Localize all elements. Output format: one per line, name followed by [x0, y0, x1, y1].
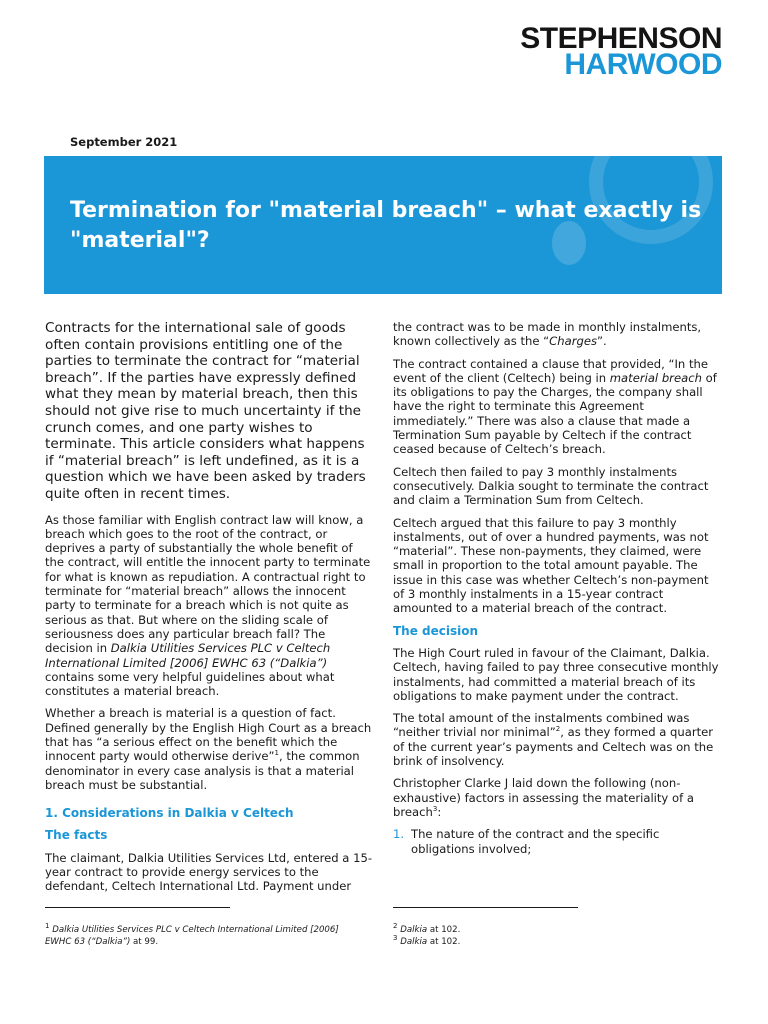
footnote-ref-2[interactable]: 2	[555, 725, 561, 734]
paragraph-charges: the contract was to be made in monthly instalments, known collectively as the “Charges”.	[393, 320, 702, 349]
footnote-3: $^3$ Dalkia at 102.	[393, 934, 461, 947]
list-number: 1.	[393, 827, 405, 842]
lead-paragraph: Contracts for the international sale of goods often contain provisions entitling one of the parties to terminate the contract for “material breach”. If the parties have expressly defined what they mean by material breach, then this should not give rise to much uncertainty if the crunch comes, and one party wishes to terminate. This article considers what happens if “material breach” is left undefined, as it is a question which we have been asked by traders quite often in recent times.	[45, 320, 366, 502]
paragraph-clause: The contract contained a clause that provided, “In the event of the client (Celtech) being in material breach of its obligations to pay the Charges, the company shall have the right to terminate this Agreement immediately.” There was also a clause that made a Termination Sum payable by Celtech if the contract ceased because of Celtech’s breach.	[393, 356, 717, 457]
footnote-2: $^2$ Dalkia at 102.	[393, 922, 461, 935]
paragraph-argument: Celtech argued that this failure to pay 3 monthly instalments, out of over a hundred payments, was not “material”. These non-payments, they claimed, were small in proportion to the total amount payable. The issue in this case was whether Celtech’s non-payment of 3 monthly instalments in a 15-year contract amounted to a material breach of the contract.	[393, 515, 709, 616]
paragraph-instalments: The total amount of the instalments combined was “neither trivial nor minimal”$^2$, as they formed a quarter of the current year’s payments and Celtech was on the brink of insolvency.	[393, 711, 714, 769]
subheading-facts: The facts	[45, 828, 108, 843]
footnote-divider-right	[393, 907, 578, 908]
article-title: Termination for "material breach" – what exactly is "material"?	[70, 198, 702, 253]
paragraph-factors: Christopher Clarke J laid down the following (non-exhaustive) factors in assessing the materiality of a breach$^3$:	[393, 776, 694, 819]
logo-line-2: HARWOOD	[564, 48, 722, 81]
paragraph-repudiation: As those familiar with English contract law will know, a breach which goes to the root of the contract, or deprives a party of substantially the whole benefit of the contract, will entitle the innocent party to terminate for what is known as repudiation. A contractual right to terminate for “material breach” allows the innocent party to terminate for a breach which is not quite as serious as that. But where on the sliding scale of seriousness does any particular breach fall? The decision in Dalkia Utilities Services PLC v Celtech International Limited [2006] EWHC 63 (“Dalkia”) contains some very helpful guidelines about what constitutes a material breach.	[45, 512, 371, 699]
footnote-ref-3[interactable]: 3	[432, 805, 438, 814]
right-column	[393, 320, 723, 856]
footnote-divider-left	[45, 907, 230, 908]
case-citation: Dalkia Utilities Services PLC v Celtech International Limited [2006] EWHC 63 (“Dalkia”)	[45, 641, 331, 670]
paragraph-material-fact: Whether a breach is material is a question of fact. Defined generally by the English High Court as a breach that has “a serious effect on the benefit which the innocent party would otherwise derive”$^1$, the common denominator in every case analysis is that a material breach must be substantial.	[45, 706, 372, 792]
title-banner	[44, 156, 722, 294]
footnote-1: $^1$ Dalkia Utilities Services PLC v Celtech International Limited [2006] EWHC 63 (“Dalkia”) at 99.	[45, 922, 339, 947]
footnote-ref-1[interactable]: 1	[274, 749, 280, 758]
subheading-decision: The decision	[393, 623, 479, 638]
list-item-text: The nature of the contract and the specific obligations involved;	[411, 827, 660, 856]
list-item	[393, 827, 723, 856]
left-column	[45, 320, 373, 902]
publication-date: September 2021	[70, 135, 178, 149]
paragraph-failure: Celtech then failed to pay 3 monthly instalments consecutively. Dalkia sought to terminate the contract and claim a Termination Sum from Celtech.	[393, 464, 709, 508]
paragraph-facts: The claimant, Dalkia Utilities Services Ltd, entered a 15-year contract to provide energy services to the defendant, Celtech International Ltd. Payment under	[45, 850, 373, 894]
logo-line-1: STEPHENSON	[520, 22, 722, 55]
stephenson-harwood-logo	[520, 22, 722, 81]
paragraph-ruling: The High Court ruled in favour of the Claimant, Dalkia. Celtech, having failed to pay three consecutive monthly instalments, had committed a material breach of its obligations to make payment under the contract.	[393, 645, 719, 703]
section-heading-considerations: 1. Considerations in Dalkia v Celtech	[45, 806, 294, 821]
